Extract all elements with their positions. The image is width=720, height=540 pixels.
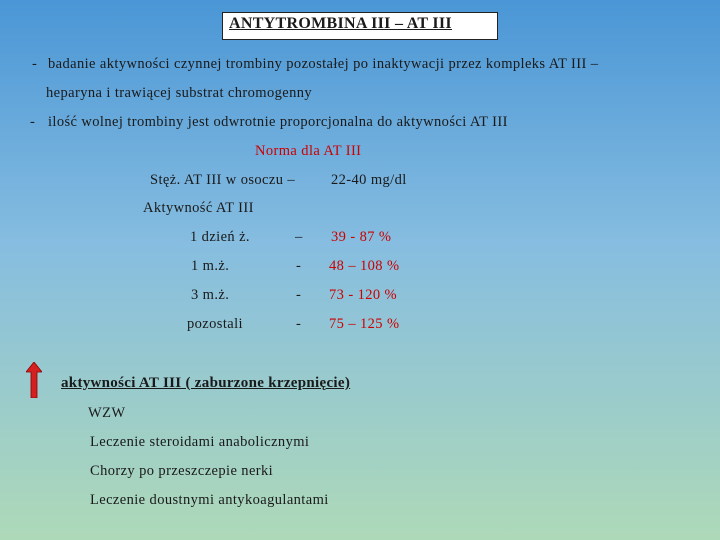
up-arrow-icon [26, 362, 42, 398]
activity-group: 1 m.ż. [191, 258, 230, 274]
activity-group: pozostali [187, 316, 243, 332]
activity-separator: - [296, 316, 302, 332]
activity-separator: - [296, 287, 302, 303]
bullet-dash: - [30, 114, 36, 130]
activity-group: 3 m.ż. [191, 287, 230, 303]
activity-separator: – [295, 229, 303, 245]
activity-range: 75 – 125 % [329, 316, 400, 332]
bullet-1-line-1: badanie aktywności czynnej trombiny pozostałej po inaktywacji przez kompleks AT III – [48, 56, 599, 72]
activity-range: 39 - 87 % [331, 229, 392, 245]
page-title: ANTYTROMBINA III – AT III [229, 15, 452, 32]
cause-item: Leczenie doustnymi antykoagulantami [90, 492, 329, 508]
activity-group: 1 dzień ż. [190, 229, 250, 245]
bullet-2-line-1: ilość wolnej trombiny jest odwrotnie proporcjonalna do aktywności AT III [48, 114, 508, 130]
norm-heading: Norma dla AT III [255, 143, 362, 159]
concentration-label: Stęż. AT III w osoczu – [150, 172, 296, 188]
activity-range: 73 - 120 % [329, 287, 398, 303]
activity-separator: - [296, 258, 302, 274]
bullet-1-line-2: heparyna i trawiącej substrat chromogenny [46, 85, 313, 101]
cause-item: Chorzy po przeszczepie nerki [90, 463, 274, 479]
bullet-dash: - [32, 56, 38, 72]
cause-item: WZW [88, 405, 126, 421]
activity-range: 48 – 108 % [329, 258, 400, 274]
decrease-heading: aktywności AT III ( zaburzone krzepnięcie) [61, 375, 351, 391]
activity-heading: Aktywność AT III [143, 200, 254, 216]
concentration-value: 22-40 mg/dl [331, 172, 407, 188]
cause-item: Leczenie steroidami anabolicznymi [90, 434, 310, 450]
